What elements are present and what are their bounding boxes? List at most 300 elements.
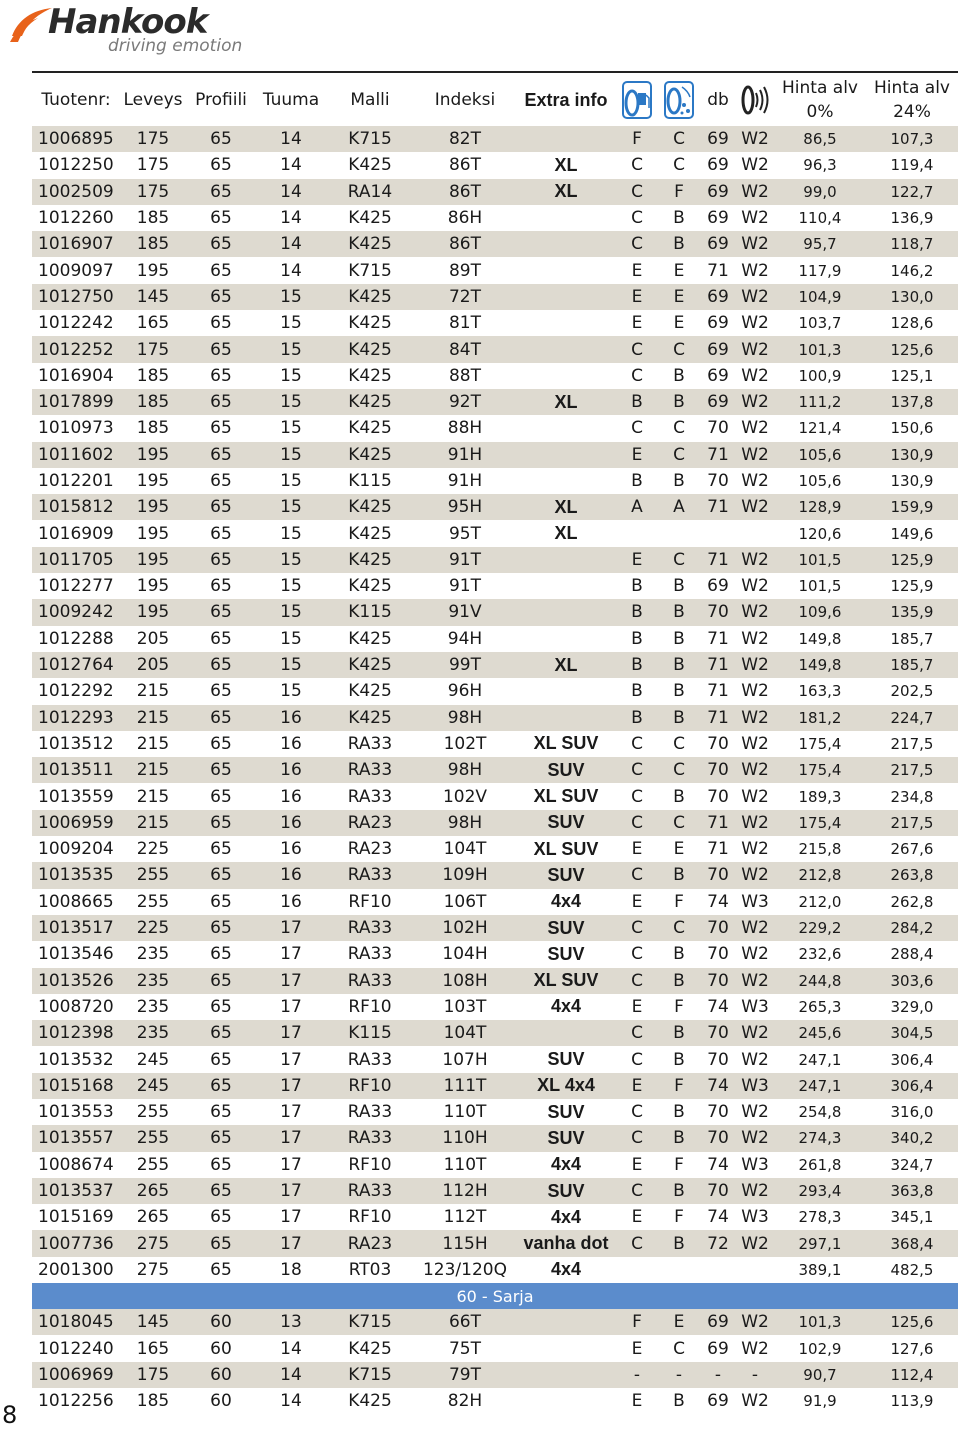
cell-price0: 101,5: [798, 577, 842, 596]
cell-rim: 15: [256, 599, 326, 625]
cell-rim: 14: [280, 1338, 302, 1359]
cell-fuel: B: [616, 652, 658, 678]
cell-model: K425: [326, 494, 414, 520]
cell-db: 69: [700, 389, 736, 415]
cell-price24: 112,4: [866, 1362, 958, 1388]
cell-extra: 4x4: [550, 1154, 582, 1175]
cell-code: 1012242: [38, 313, 114, 334]
cell-rim: 18: [280, 1259, 302, 1280]
cell-code: 1013535: [32, 862, 120, 888]
cell-model: K425: [348, 523, 392, 544]
cell-extra: [516, 1388, 616, 1414]
cell-fuel: F: [616, 126, 658, 152]
cell-db: 70: [707, 471, 729, 491]
cell-price0: 189,3: [798, 787, 842, 806]
cell-fuel: B: [631, 471, 643, 491]
cell-extra: [516, 573, 616, 599]
table-row: [32, 915, 958, 941]
cell-extra: [516, 310, 616, 336]
cell-price24: 304,5: [866, 1020, 958, 1046]
cell-rim: 17: [280, 1154, 302, 1175]
col-header-model: Malli: [350, 90, 390, 110]
cell-price24: 125,6: [866, 1309, 958, 1335]
cell-noise: W2: [736, 547, 774, 573]
cell-rim: 15: [280, 313, 302, 334]
cell-price0: 96,3: [803, 156, 837, 175]
cell-price0: 232,6: [798, 945, 842, 964]
cell-wet: B: [658, 705, 700, 731]
cell-index: 104H: [442, 944, 488, 965]
cell-wet: -: [658, 1362, 700, 1388]
cell-width: 235: [120, 968, 186, 994]
cell-extra: XL: [516, 652, 616, 678]
cell-model: RA23: [347, 839, 393, 860]
cell-fuel: E: [631, 1154, 643, 1175]
cell-rim: 16: [256, 862, 326, 888]
table-row: [32, 626, 958, 652]
cell-width: 195: [136, 523, 170, 544]
cell-code: 1012201: [38, 471, 114, 491]
cell-price24: 149,6: [890, 524, 934, 543]
cell-extra: [516, 626, 616, 652]
cell-code: 1009242: [32, 599, 120, 625]
cell-rim: 15: [280, 471, 302, 491]
cell-code: 1016904: [38, 365, 114, 386]
cell-noise: W3: [736, 1073, 774, 1099]
cell-code: 1012277: [38, 576, 114, 597]
cell-db: -: [700, 1362, 736, 1388]
cell-db: 71: [707, 839, 729, 860]
cell-db: 71: [707, 628, 729, 649]
cell-fuel: C: [616, 179, 658, 205]
cell-model: RA33: [326, 1178, 414, 1204]
cell-profile: 65: [186, 284, 256, 310]
cell-db: [700, 520, 736, 546]
cell-fuel: C: [631, 1049, 643, 1070]
table-row: [32, 547, 958, 573]
col-header-price24-line1: Hinta alv: [874, 78, 950, 98]
cell-price24: 136,9: [890, 209, 934, 228]
cell-extra: SUV: [547, 1101, 585, 1122]
cell-wet: F: [674, 1207, 684, 1228]
cell-price0: 175,4: [798, 734, 842, 753]
cell-index: 84T: [414, 336, 516, 362]
table-row: [32, 1362, 958, 1388]
cell-rim: 17: [256, 968, 326, 994]
cell-width: 195: [136, 576, 170, 597]
cell-width: 265: [136, 1207, 170, 1228]
cell-price0: 149,8: [798, 629, 842, 648]
cell-width: 215: [120, 757, 186, 783]
cell-code: 1015168: [32, 1073, 120, 1099]
cell-model: RA33: [347, 1102, 393, 1123]
cell-width: 255: [120, 1125, 186, 1151]
cell-price0: 212,8: [774, 862, 866, 888]
cell-fuel: B: [616, 599, 658, 625]
cell-extra: [516, 678, 616, 704]
col-header-db: db: [707, 90, 729, 110]
cell-price24: 217,5: [866, 757, 958, 783]
cell-fuel: E: [616, 442, 658, 468]
table-row: [32, 520, 958, 546]
cell-index: 86T: [414, 231, 516, 257]
cell-noise: W2: [741, 471, 769, 491]
table-header-row: [32, 74, 958, 126]
cell-extra: SUV: [547, 943, 585, 964]
cell-index: 102T: [443, 733, 487, 754]
cell-noise: W2: [736, 915, 774, 941]
cell-price0: 103,7: [798, 314, 842, 333]
cell-rim: 17: [280, 1102, 302, 1123]
cell-code: 1012250: [38, 155, 114, 176]
cell-price24: 122,7: [866, 179, 958, 205]
cell-fuel: B: [631, 628, 643, 649]
cell-db: 69: [700, 179, 736, 205]
cell-rim: 14: [280, 1391, 302, 1412]
cell-code: 1006895: [32, 126, 120, 152]
cell-price0: 110,4: [798, 209, 842, 228]
cell-rim: 13: [256, 1309, 326, 1335]
cell-db: 71: [707, 260, 729, 281]
cell-rim: 15: [256, 547, 326, 573]
cell-extra: [516, 468, 616, 494]
cell-width: 165: [136, 313, 170, 334]
cell-fuel: C: [631, 208, 643, 229]
cell-fuel: E: [631, 996, 643, 1017]
cell-code: 1013557: [32, 1125, 120, 1151]
cell-extra: 4x4: [550, 996, 582, 1017]
cell-db: 69: [700, 284, 736, 310]
cell-db: 70: [707, 733, 729, 754]
cell-fuel: E: [631, 1391, 643, 1412]
cell-wet: C: [673, 733, 685, 754]
cell-db: 70: [707, 944, 729, 965]
table-row: [32, 1073, 958, 1099]
cell-index: 108H: [414, 968, 516, 994]
cell-profile: 65: [210, 523, 232, 544]
cell-code: 1006969: [32, 1362, 120, 1388]
cell-code: 1012240: [38, 1338, 114, 1359]
cell-profile: 65: [210, 681, 232, 702]
cell-price24: 324,7: [890, 1155, 934, 1174]
table-row: [32, 152, 958, 178]
cell-model: K715: [326, 1362, 414, 1388]
cell-noise: W2: [736, 126, 774, 152]
cell-code: 1009204: [38, 839, 114, 860]
cell-noise: W3: [741, 1207, 769, 1228]
cell-price0: 105,6: [798, 472, 842, 490]
cell-fuel: C: [616, 1125, 658, 1151]
table-row: [32, 1309, 958, 1335]
cell-price24: 107,3: [866, 126, 958, 152]
table-row: [32, 310, 958, 336]
cell-price0: 247,1: [798, 1050, 842, 1069]
cell-price0: 90,7: [774, 1362, 866, 1388]
table-row: [32, 1204, 958, 1230]
cell-index: 98H: [414, 705, 516, 731]
cell-model: K425: [326, 705, 414, 731]
cell-width: 255: [120, 862, 186, 888]
cell-price24: 316,0: [890, 1103, 934, 1122]
cell-index: 86T: [448, 155, 482, 176]
cell-model: K425: [348, 1338, 392, 1359]
cell-model: K425: [326, 336, 414, 362]
cell-rim: 15: [280, 681, 302, 702]
cell-index: 102H: [414, 915, 516, 941]
cell-wet: B: [673, 471, 685, 491]
cell-noise: W2: [736, 442, 774, 468]
cell-db: 70: [707, 1102, 729, 1123]
cell-price24: 284,2: [866, 915, 958, 941]
cell-fuel: C: [616, 968, 658, 994]
cell-profile: 65: [210, 996, 232, 1017]
table-row: [32, 810, 958, 836]
cell-wet: C: [658, 126, 700, 152]
cell-fuel: E: [616, 284, 658, 310]
cell-model: RA23: [326, 1230, 414, 1256]
cell-profile: 65: [186, 968, 256, 994]
cell-price0: 102,9: [798, 1339, 842, 1358]
cell-price24: 224,7: [866, 705, 958, 731]
cell-profile: 65: [186, 757, 256, 783]
cell-rim: 15: [256, 284, 326, 310]
cell-index: 107H: [442, 1049, 488, 1070]
cell-wet: B: [658, 968, 700, 994]
cell-price0: 149,8: [774, 652, 866, 678]
cell-wet: C: [658, 915, 700, 941]
cell-db: 74: [707, 1207, 729, 1228]
col-header-price24: [866, 74, 958, 126]
cell-fuel: E: [631, 1338, 643, 1359]
cell-price24: 135,9: [866, 599, 958, 625]
cell-db: 69: [707, 155, 729, 176]
cell-index: 98H: [414, 757, 516, 783]
cell-price0: 212,0: [798, 892, 842, 911]
cell-extra: XL SUV: [533, 733, 599, 754]
cell-width: 175: [120, 179, 186, 205]
cell-extra: XL SUV: [533, 786, 599, 807]
cell-noise: W2: [736, 1020, 774, 1046]
cell-index: 104T: [414, 1020, 516, 1046]
cell-extra: [516, 1335, 616, 1361]
cell-db: 71: [700, 547, 736, 573]
cell-profile: 65: [186, 126, 256, 152]
cell-model: K425: [326, 547, 414, 573]
cell-rim: 16: [256, 810, 326, 836]
cell-width: 255: [136, 1154, 170, 1175]
cell-code: 1015812: [32, 494, 120, 520]
cell-model: RA33: [326, 1125, 414, 1151]
cell-wet: C: [658, 757, 700, 783]
cell-fuel: C: [616, 336, 658, 362]
cell-price24: 306,4: [866, 1073, 958, 1099]
cell-noise: W2: [741, 681, 769, 702]
cell-profile: 65: [210, 891, 232, 912]
cell-index: 110T: [443, 1102, 487, 1123]
cell-rim: 17: [256, 1020, 326, 1046]
cell-noise: W2: [736, 284, 774, 310]
cell-profile: 65: [210, 313, 232, 334]
cell-db: 74: [707, 996, 729, 1017]
cell-index: 96H: [447, 681, 483, 702]
table-row: [32, 889, 958, 915]
cell-price0: 215,8: [798, 840, 842, 859]
cell-width: 255: [136, 891, 170, 912]
cell-noise: -: [736, 1362, 774, 1388]
cell-model: K715: [326, 1309, 414, 1335]
cell-price24: 329,0: [890, 997, 934, 1016]
cell-db: 69: [707, 365, 729, 386]
cell-fuel: E: [631, 891, 643, 912]
cell-profile: 65: [210, 365, 232, 386]
col-header-code: Tuotenr:: [41, 90, 111, 110]
cell-fuel: C: [616, 810, 658, 836]
cell-width: 185: [120, 389, 186, 415]
cell-code: 1013511: [32, 757, 120, 783]
cell-wet: B: [673, 576, 685, 597]
cell-wet: B: [673, 1102, 685, 1123]
cell-extra: [516, 205, 616, 231]
cell-noise: W2: [736, 757, 774, 783]
cell-profile: 65: [186, 915, 256, 941]
table-row: [32, 179, 958, 205]
cell-profile: 65: [186, 599, 256, 625]
table-row: [32, 231, 958, 257]
cell-index: 104T: [443, 839, 487, 860]
cell-model: RF10: [348, 996, 392, 1017]
cell-code: 1010973: [38, 418, 114, 439]
cell-noise: W2: [736, 705, 774, 731]
cell-rim: 15: [280, 576, 302, 597]
table-row: [32, 705, 958, 731]
cell-noise: W2: [736, 1178, 774, 1204]
cell-rim: 17: [280, 944, 302, 965]
cell-rim: 17: [256, 915, 326, 941]
cell-model: K425: [348, 576, 392, 597]
cell-index: 102V: [442, 786, 488, 807]
cell-noise: W2: [736, 494, 774, 520]
cell-price24: 368,4: [866, 1230, 958, 1256]
cell-noise: [736, 520, 774, 546]
cell-model: RT03: [348, 1259, 392, 1280]
table-row: [32, 1230, 958, 1256]
cell-profile: 65: [210, 1102, 232, 1123]
cell-wet: E: [673, 839, 685, 860]
cell-index: 91V: [414, 599, 516, 625]
cell-price0: 100,9: [798, 366, 842, 385]
table-row: [32, 1125, 958, 1151]
cell-fuel: B: [631, 576, 643, 597]
cell-profile: 65: [210, 1259, 232, 1280]
cell-model: RA33: [347, 786, 393, 807]
cell-noise: W2: [741, 260, 769, 281]
cell-extra: 4x4: [550, 891, 582, 912]
col-header-rim: Tuuma: [262, 90, 320, 110]
cell-price24: 263,8: [866, 862, 958, 888]
cell-db: 71: [700, 652, 736, 678]
cell-price24: 130,9: [866, 442, 958, 468]
cell-price0: 105,6: [774, 442, 866, 468]
cell-index: 98H: [414, 810, 516, 836]
cell-noise: [736, 1257, 774, 1283]
cell-wet: F: [658, 1073, 700, 1099]
cell-width: 265: [120, 1178, 186, 1204]
cell-rim: 14: [256, 231, 326, 257]
cell-wet: C: [658, 442, 700, 468]
table-row: [32, 573, 958, 599]
cell-width: 185: [120, 231, 186, 257]
cell-extra: 4x4: [550, 1206, 582, 1227]
cell-rim: 16: [256, 705, 326, 731]
tire-price-table: [32, 74, 958, 1414]
cell-wet: B: [658, 231, 700, 257]
cell-noise: W2: [736, 179, 774, 205]
cell-profile: 65: [186, 1230, 256, 1256]
cell-index: 109H: [414, 862, 516, 888]
cell-code: 1011602: [32, 442, 120, 468]
cell-db: 70: [700, 915, 736, 941]
cell-db: 70: [707, 786, 729, 807]
cell-index: 88T: [448, 365, 482, 386]
cell-price24: 137,8: [866, 389, 958, 415]
cell-fuel: E: [616, 1073, 658, 1099]
cell-db: 69: [700, 126, 736, 152]
cell-db: 70: [700, 1125, 736, 1151]
cell-wet: B: [673, 208, 685, 229]
cell-price24: 306,4: [890, 1050, 934, 1069]
cell-model: RF10: [348, 1207, 392, 1228]
cell-width: 185: [136, 208, 170, 229]
cell-model: RF10: [348, 1154, 392, 1175]
cell-fuel: C: [616, 915, 658, 941]
cell-noise: W2: [741, 1102, 769, 1123]
cell-noise: W2: [741, 839, 769, 860]
cell-model: K715: [348, 260, 392, 281]
table-row: [32, 994, 958, 1020]
cell-code: 1011705: [32, 547, 120, 573]
cell-rim: 14: [256, 1362, 326, 1388]
cell-width: 215: [120, 705, 186, 731]
cell-wet: B: [673, 681, 685, 702]
cell-code: 1012288: [38, 628, 114, 649]
table-row: [32, 1257, 958, 1283]
table-row: [32, 836, 958, 862]
cell-price24: 363,8: [866, 1178, 958, 1204]
cell-rim: 17: [280, 996, 302, 1017]
cell-extra: [516, 126, 616, 152]
cell-db: 70: [700, 757, 736, 783]
cell-price24: 340,2: [866, 1125, 958, 1151]
cell-index: 95H: [414, 494, 516, 520]
cell-code: 1013532: [38, 1049, 114, 1070]
cell-model: K425: [348, 1391, 392, 1412]
cell-width: 185: [136, 365, 170, 386]
cell-extra: [516, 442, 616, 468]
cell-price24: 482,5: [890, 1260, 934, 1279]
table-row: [32, 1099, 958, 1125]
table-row: [32, 1178, 958, 1204]
cell-price0: 91,9: [803, 1392, 837, 1411]
cell-model: K115: [326, 1020, 414, 1046]
cell-width: 215: [136, 786, 170, 807]
cell-price0: 120,6: [798, 524, 842, 543]
cell-code: 1002509: [32, 179, 120, 205]
fuel-efficiency-icon: [622, 81, 652, 119]
cell-noise: W2: [736, 862, 774, 888]
cell-wet: E: [673, 313, 685, 334]
cell-model: K425: [326, 284, 414, 310]
cell-price0: 261,8: [798, 1155, 842, 1174]
